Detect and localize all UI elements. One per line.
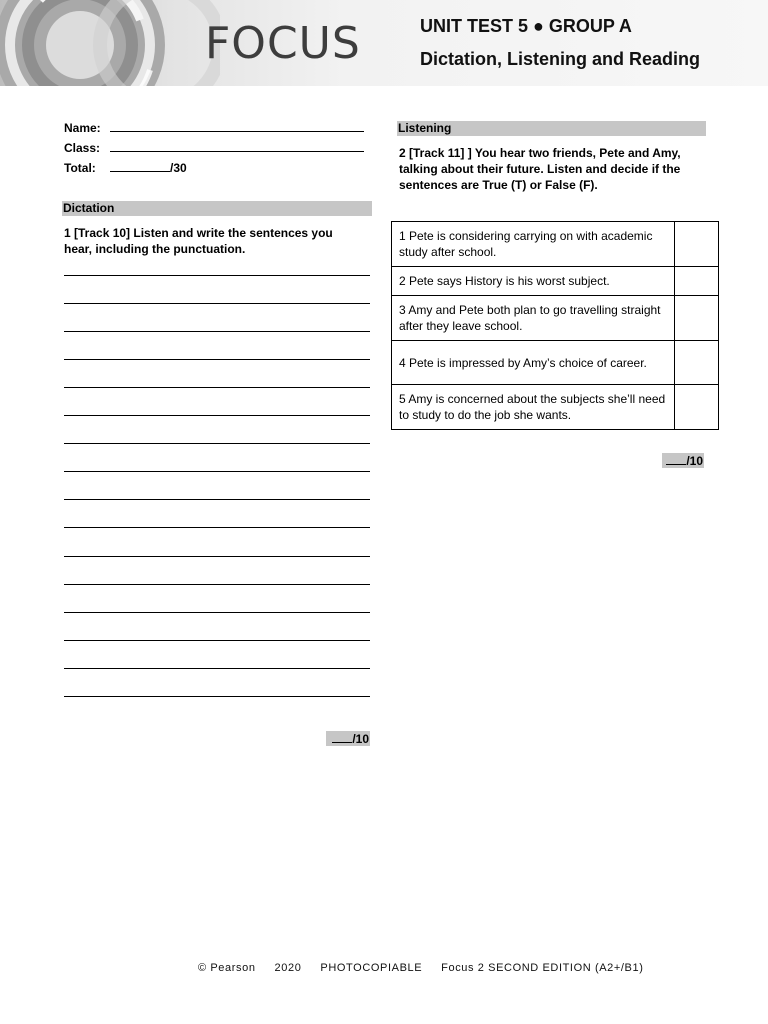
photocopiable-text: PHOTOCOPIABLE — [320, 962, 423, 974]
total-label: Total: — [64, 161, 96, 175]
statement-cell: 1 Pete is considering carrying on with academic study after school. — [392, 222, 675, 267]
listening-heading: Listening — [397, 121, 706, 136]
answer-line[interactable] — [64, 359, 370, 360]
listening-score[interactable] — [662, 453, 704, 468]
class-field[interactable] — [110, 141, 364, 152]
dictation-instruction: 1 [Track 10] Listen and write the sentences you hear, including the punctuation. — [64, 226, 333, 256]
table-row — [392, 385, 719, 430]
answer-line[interactable] — [64, 275, 370, 276]
answer-line[interactable] — [64, 556, 370, 557]
class-label: Class: — [64, 141, 101, 155]
table-row — [392, 296, 719, 341]
dictation-score[interactable] — [326, 731, 370, 746]
copyright-text: © Pearson — [198, 962, 256, 974]
dictation-score-suffix: /10 — [352, 732, 369, 746]
class-row — [64, 141, 364, 155]
statement-cell: 2 Pete says History is his worst subject. — [392, 267, 675, 296]
answer-line[interactable] — [64, 331, 370, 332]
test-title: UNIT TEST 5 ● GROUP A — [420, 16, 632, 36]
statement-cell: 3 Amy and Pete both plan to go travelling straight after they leave school. — [392, 296, 675, 341]
answer-line[interactable] — [64, 303, 370, 304]
answer-cell[interactable] — [675, 341, 719, 385]
table-row — [392, 267, 719, 296]
table-row — [392, 222, 719, 267]
page-footer — [198, 962, 643, 974]
total-suffix: /30 — [170, 161, 187, 175]
answer-line[interactable] — [64, 612, 370, 613]
answer-cell[interactable] — [675, 222, 719, 267]
answer-cell[interactable] — [675, 296, 719, 341]
answer-line[interactable] — [64, 415, 370, 416]
true-false-table — [391, 221, 719, 430]
edition-text: Focus 2 SECOND EDITION (A2+/B1) — [441, 962, 644, 974]
year-text: 2020 — [274, 962, 302, 974]
statement-cell: 5 Amy is concerned about the subjects she’ll need to study to do the job she wants. — [392, 385, 675, 430]
focus-logo: FOCUS — [205, 18, 361, 69]
answer-line[interactable] — [64, 387, 370, 388]
swirl-graphic — [0, 0, 220, 86]
table-row — [392, 341, 719, 385]
answer-line[interactable] — [64, 668, 370, 669]
answer-line[interactable] — [64, 640, 370, 641]
header-banner — [0, 0, 768, 86]
answer-line[interactable] — [64, 584, 370, 585]
answer-line[interactable] — [64, 499, 370, 500]
answer-line[interactable] — [64, 696, 370, 697]
answer-cell[interactable] — [675, 267, 719, 296]
total-row — [64, 161, 187, 175]
name-row — [64, 121, 364, 135]
name-field[interactable] — [110, 121, 364, 132]
statement-cell: 4 Pete is impressed by Amy’s choice of career. — [392, 341, 675, 385]
listening-score-suffix: /10 — [686, 454, 703, 468]
total-field[interactable] — [110, 161, 170, 172]
dictation-heading: Dictation — [62, 201, 372, 216]
answer-line[interactable] — [64, 527, 370, 528]
score-blank[interactable] — [666, 453, 686, 465]
answer-line[interactable] — [64, 471, 370, 472]
name-label: Name: — [64, 121, 101, 135]
score-blank[interactable] — [332, 731, 352, 743]
test-subtitle: Dictation, Listening and Reading — [420, 49, 701, 69]
answer-line[interactable] — [64, 443, 370, 444]
listening-instruction: 2 [Track 11] ] You hear two friends, Pete and Amy, talking about their future. Listen and decide if the sentences are True (T) or False (F). — [399, 146, 681, 192]
answer-cell[interactable] — [675, 385, 719, 430]
